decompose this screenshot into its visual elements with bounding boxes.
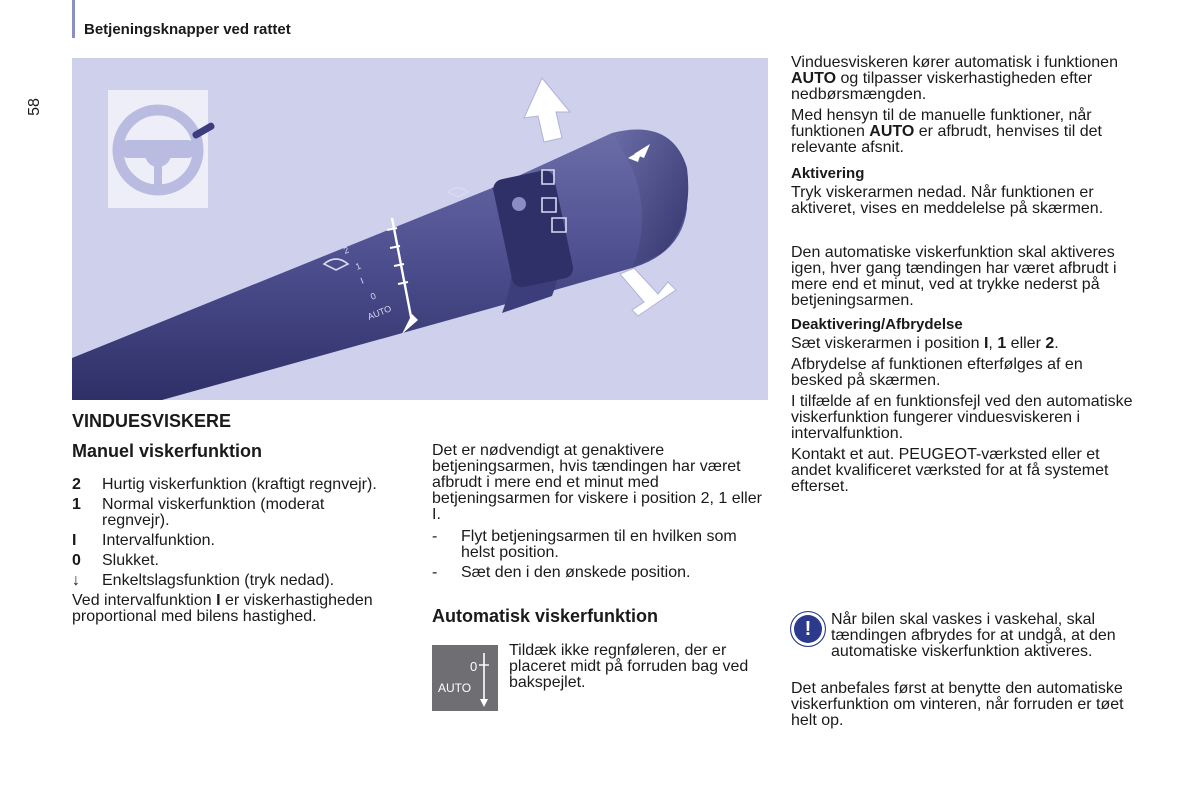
list-item bbox=[72, 533, 392, 549]
right-column bbox=[791, 55, 1136, 500]
manual-wiping-heading: Manuel viskerfunktion bbox=[72, 441, 263, 461]
page-number: 58 bbox=[25, 98, 43, 116]
list-item bbox=[72, 573, 392, 589]
list-item: - Sæt den i den ønskede position. bbox=[432, 564, 691, 581]
winter-recommendation: Det anbefales først at benytte den automatiske viskerfunktion om vinteren, når forruden er tøet helt op. bbox=[791, 680, 1124, 729]
reactivation-text: Den automatiske viskerfunktion skal aktiveres igen, hver gang tændingen har været afbrudt i mere end et minut, ved at trykke nederst på betjeningsarmen. bbox=[791, 244, 1117, 309]
middle-column bbox=[432, 443, 767, 585]
malfunction-text: I tilfælde af en funktionsfejl ved den automatiske viskerfunktion fungerer vinduesviskeren i intervalfunktion. bbox=[791, 393, 1133, 442]
section-marker-bar bbox=[72, 0, 75, 38]
mode-key: 0 bbox=[72, 552, 81, 569]
deactivation-message: Afbrydelse af funktionen efterfølges af en besked på skærmen. bbox=[791, 356, 1083, 389]
mode-description: Slukket. bbox=[102, 552, 159, 569]
section-heading-wipers: VINDUESVISKERE bbox=[72, 411, 232, 431]
automatic-wiping-heading: Automatisk viskerfunktion bbox=[432, 606, 659, 626]
list-item bbox=[72, 553, 392, 569]
reactivation-intro: Det er nødvendigt at genaktivere betjeningsarmen, hvis tændingen har været afbrudt i mere end et minut med betjeningsarmen for viskere i position 2, 1 eller I. bbox=[432, 442, 762, 523]
single-wipe-arrow-icon: ↓ bbox=[72, 572, 80, 589]
manual-reference: Med hensyn til de manuelle funktioner, når funktionen AUTO er afbrudt, henvises til det relevante afsnit. bbox=[791, 107, 1102, 156]
position-label-2: 2 bbox=[342, 244, 351, 256]
mode-description: Enkeltslagsfunktion (tryk nedad). bbox=[102, 572, 335, 589]
mode-key: 2 bbox=[72, 476, 81, 493]
push-up-arrow bbox=[524, 78, 570, 142]
workshop-contact-text: Kontakt et aut. PEUGEOT-værksted eller et andet kvalificeret værksted for at få systemet efterset. bbox=[791, 446, 1109, 495]
warning-icon: ! bbox=[790, 611, 826, 647]
activation-text: Tryk viskerarmen nedad. Når funktionen er aktiveret, vises en meddelelse på skærmen. bbox=[791, 184, 1104, 217]
car-wash-warning: Når bilen skal vaskes i vaskehal, skal tændingen afbrydes for at undgå, at den automatiske viskerfunktion aktiveres. bbox=[831, 611, 1116, 660]
auto-description: Vinduesviskeren kører automatisk i funktionen AUTO og tilpasser viskerhastigheden efter nedbørsmængden. bbox=[791, 54, 1118, 103]
wiper-stalk-illustration bbox=[72, 58, 768, 400]
position-label-1: 1 bbox=[354, 260, 363, 272]
mode-description: Hurtig viskerfunktion (kraftigt regnvejr). bbox=[102, 476, 377, 493]
list-item: - Flyt betjeningsarmen til en hvilken som helst position. bbox=[432, 528, 737, 561]
mode-description: Normal viskerfunktion (moderat regnvejr). bbox=[102, 496, 325, 529]
mode-key: I bbox=[72, 532, 77, 549]
rain-sensor-note: Tildæk ikke regnføleren, der er placeret midt på forruden bag ved bakspejlet. bbox=[509, 642, 749, 691]
wiper-mode-list bbox=[72, 477, 392, 625]
push-down-arrow bbox=[620, 268, 676, 316]
section-title: Betjeningsknapper ved rattet bbox=[84, 21, 291, 38]
list-item bbox=[72, 477, 392, 493]
deactivation-instruction: Sæt viskerarmen i position I, 1 eller 2. bbox=[791, 335, 1059, 352]
position-label-i: I bbox=[359, 275, 366, 286]
mode-description: Intervalfunktion. bbox=[102, 532, 215, 549]
deactivation-heading: Deaktivering/Afbrydelse bbox=[791, 316, 963, 333]
activation-heading: Aktivering bbox=[791, 165, 865, 182]
list-item bbox=[72, 497, 392, 529]
steering-wheel-thumbnail bbox=[108, 90, 216, 208]
mode-key: 1 bbox=[72, 496, 81, 513]
position-label-0: 0 bbox=[369, 290, 378, 302]
position-label-auto: AUTO bbox=[366, 303, 393, 322]
interval-note: Ved intervalfunktion I er viskerhastigheden proportional med bilens hastighed. bbox=[72, 592, 373, 625]
rain-sensor-icon: 0 AUTO bbox=[432, 645, 498, 711]
